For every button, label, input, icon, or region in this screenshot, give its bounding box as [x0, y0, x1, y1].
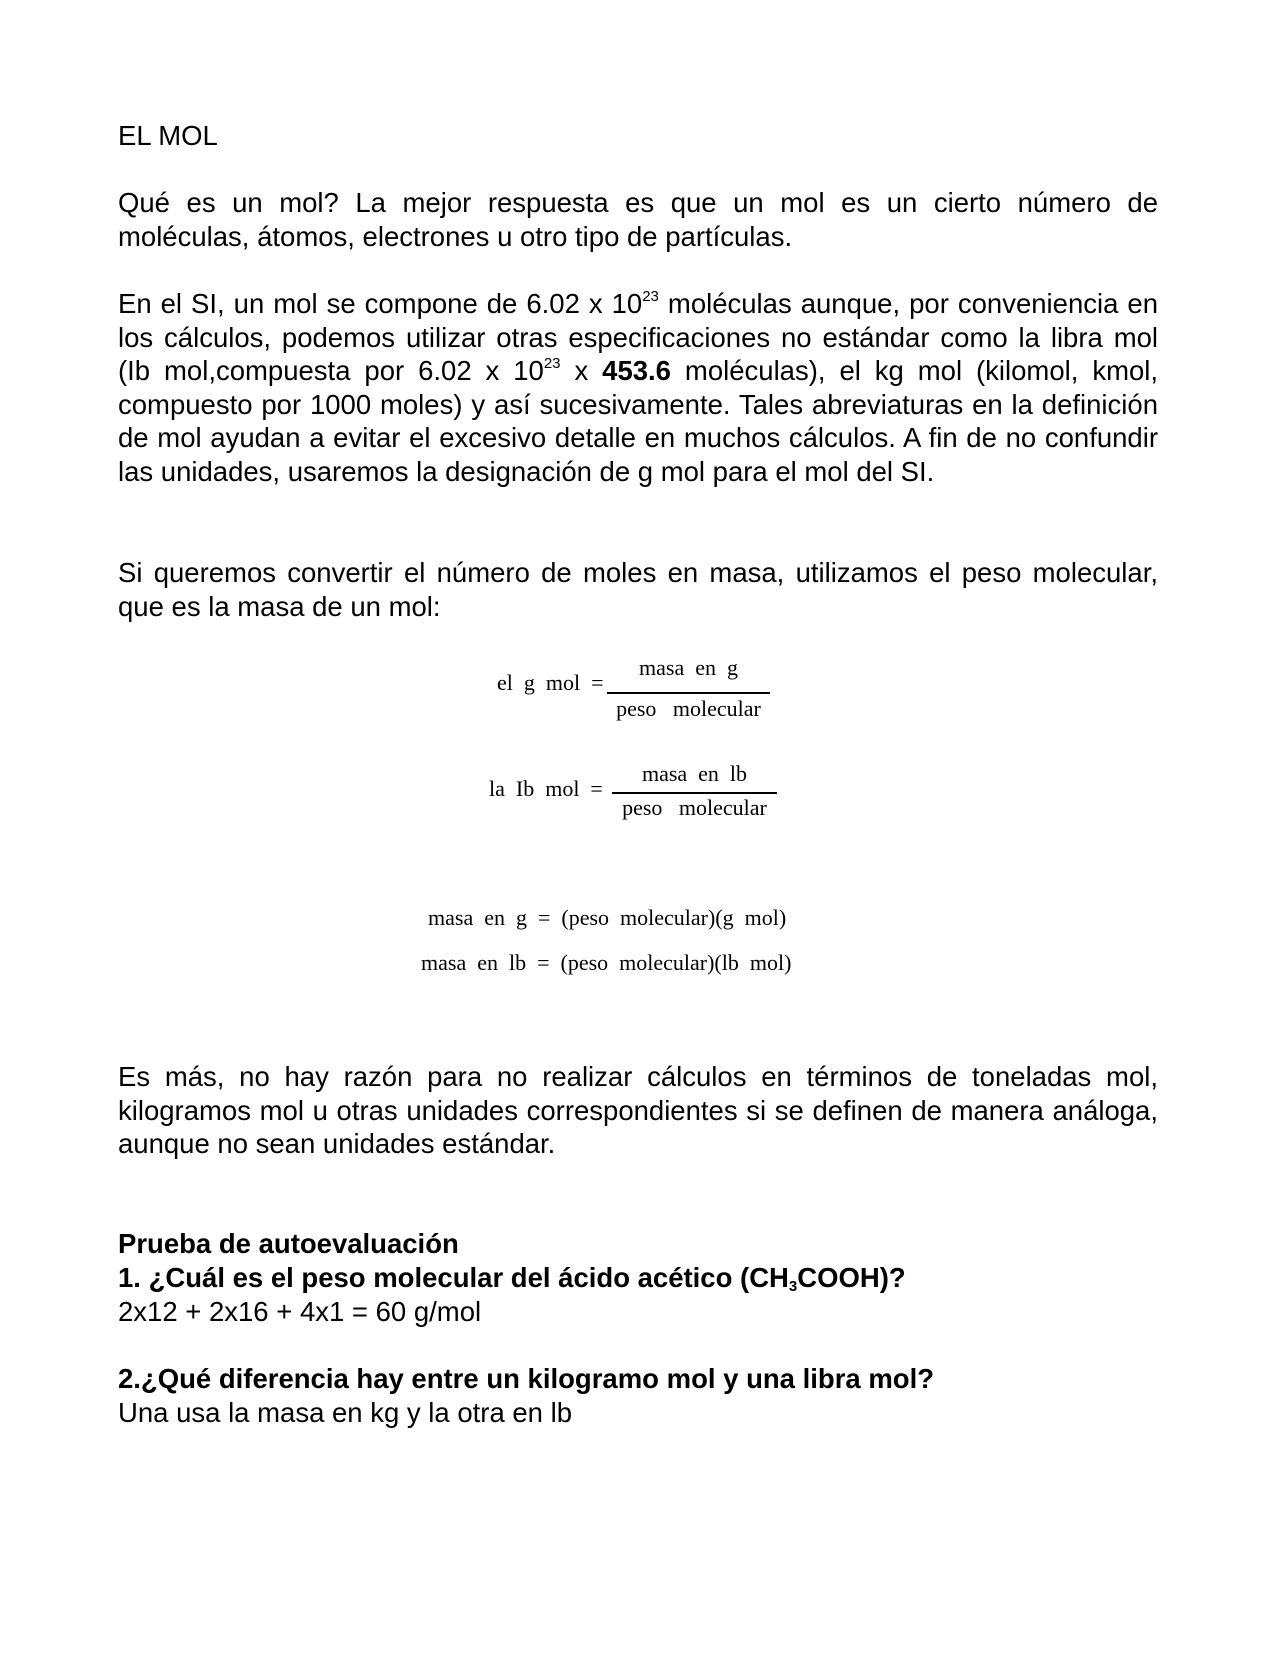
p2-text-c: x [560, 355, 603, 386]
paragraph-si-mol [118, 287, 1158, 488]
formula-lb-mol-numerator: masa en lb [641, 761, 748, 786]
q1-subscript: 3 [788, 1278, 798, 1295]
p2-exponent-1: 23 [642, 288, 659, 305]
p2-text-b: moléculas aunque, por conveniencia en los cálculos, podemos utilizar otras especificaciones no estándar como la libra mol (Ib mol,compuesta por 6.02 x 10 [118, 288, 1158, 386]
quiz-heading-text: Prueba de autoevaluación [118, 1228, 459, 1259]
quiz-question-1 [118, 1261, 1158, 1295]
p2-text-a: En el SI, un mol se compone de 6.02 x 10 [118, 288, 643, 319]
document-title: EL MOL [118, 120, 218, 151]
quiz-question-2 [118, 1362, 1158, 1396]
p2-bold-number: 453.6 [602, 355, 671, 386]
quiz-answer-1: 2x12 + 2x16 + 4x1 = 60 g/mol [118, 1296, 482, 1327]
formula-mass-lb: masa en lb = (peso molecular)(lb mol) [421, 950, 792, 975]
q1-text-b: COOH)? [797, 1262, 906, 1293]
formula-lb-mol-denominator: peso molecular [622, 795, 767, 820]
formula-lb-mol-lhs: la Ib mol = [489, 776, 603, 801]
p2-exponent-2: 23 [543, 355, 561, 372]
paragraph-conversion: Si queremos convertir el número de moles en masa, utilizamos el peso molecular, que es la masa de un mol: [118, 557, 1158, 622]
quiz-answer-2: Una usa la masa en kg y la otra en lb [118, 1397, 573, 1428]
formula-g-mol-numerator: masa en g [639, 655, 738, 680]
formula-lb-mol-fraction [612, 761, 777, 831]
fraction-bar [607, 692, 770, 694]
fraction-bar [612, 792, 777, 794]
formula-g-mol-fraction [607, 655, 770, 725]
paragraph-definition: Qué es un mol? La mejor respuesta es que un mol es un cierto número de moléculas, átomos, electrones u otro tipo de partículas. [118, 187, 1158, 252]
formula-g-mol-lhs: el g mol = [497, 670, 604, 695]
q2-text: 2.¿Qué diferencia hay entre un kilogramo mol y una libra mol? [118, 1363, 935, 1394]
q1-text-a: 1. ¿Cuál es el peso molecular del ácido acético (CH [118, 1262, 789, 1293]
p2-text-d: moléculas), el kg mol (kilomol, kmol, compuesto por 1000 moles) y así sucesivamente. Tales abreviaturas en la definición de mol ayudan a evitar el excesivo detalle en muchos cálculos. A fin de no confundir las unidades, usaremos la designación de g mol para el mol del SI. [118, 355, 1159, 487]
formula-mass-g: masa en g = (peso molecular)(g mol) [428, 905, 787, 930]
quiz-heading [118, 1227, 1158, 1261]
formula-g-mol-denominator: peso molecular [616, 696, 761, 721]
paragraph-other-units: Es más, no hay razón para no realizar cálculos en términos de toneladas mol, kilogramos mol u otras unidades correspondientes si se definen de manera análoga, aunque no sean unidades estándar. [118, 1061, 1158, 1159]
